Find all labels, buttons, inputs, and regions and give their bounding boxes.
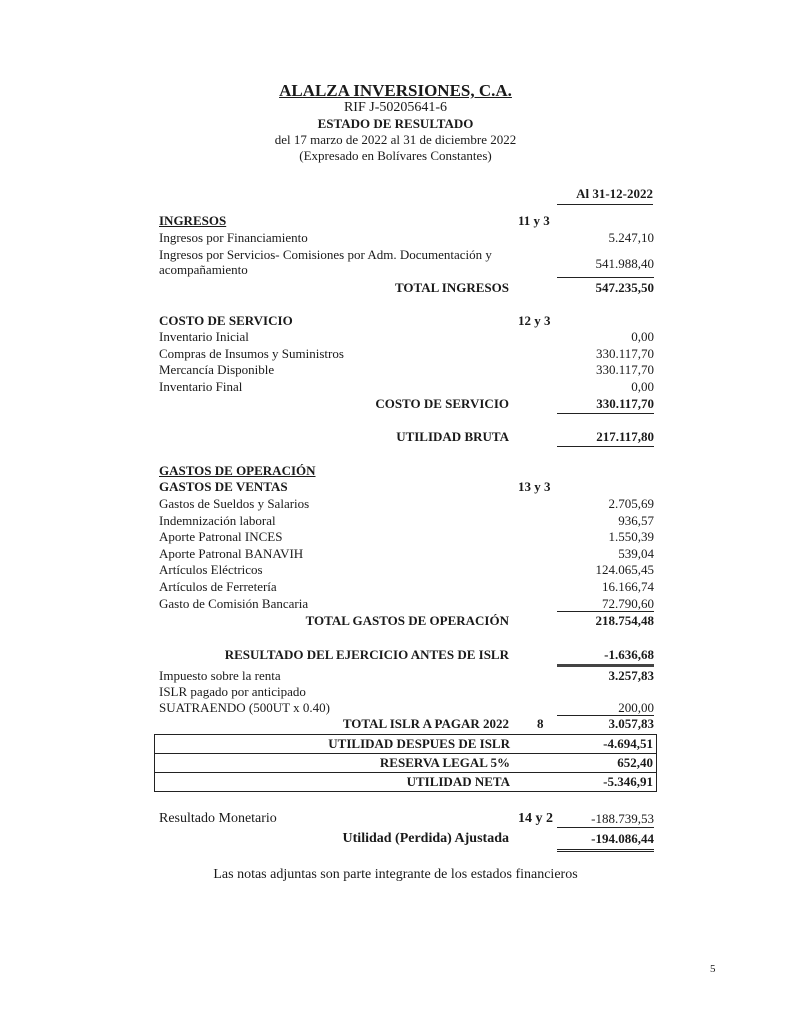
total-label: TOTAL INGRESOS — [394, 280, 509, 295]
line-value: 2.705,69 — [608, 496, 654, 511]
total-rule — [557, 413, 654, 414]
section-title: GASTOS DE OPERACIÓN — [159, 463, 316, 478]
line-item — [159, 684, 654, 700]
line-value: 5.247,10 — [608, 230, 654, 245]
box-label: RESERVA LEGAL 5% — [379, 755, 510, 770]
total-label: COSTO DE SERVICIO — [375, 396, 509, 411]
line-label: Impuesto sobre la renta — [159, 668, 281, 683]
line-label: Gasto de Comisión Bancaria — [159, 596, 309, 611]
statement-period: del 17 marzo de 2022 al 31 de diciembre 2022 — [274, 132, 517, 147]
total-label: TOTAL GASTOS DE OPERACIÓN — [305, 613, 509, 628]
line-label: Artículos Eléctricos — [159, 562, 263, 577]
line-label: Resultado Monetario — [159, 811, 277, 826]
note-ref: 11 y 3 — [518, 213, 550, 228]
line-value: 539,04 — [618, 546, 654, 561]
total-value: 547.235,50 — [595, 280, 654, 295]
line-value: 72.790,60 — [602, 596, 654, 611]
line-label: Gastos de Sueldos y Salarios — [159, 496, 310, 511]
total-label: RESULTADO DEL EJERCICIO ANTES DE ISLR — [224, 647, 509, 662]
section-title: COSTO DE SERVICIO — [159, 313, 293, 328]
footer-note: Las notas adjuntas son parte integrante de los estados financieros — [213, 867, 578, 882]
total-gastos-row — [159, 613, 654, 629]
line-item — [159, 496, 654, 512]
utilidad-bruta-row — [159, 429, 654, 445]
note-ref: 13 y 3 — [518, 479, 551, 494]
line-value: 330.117,70 — [595, 346, 654, 361]
utilidad-ajustada-row — [159, 831, 654, 847]
utilidad-neta-box — [154, 772, 657, 792]
box-value: -5.346,91 — [603, 774, 653, 789]
line-value: 16.166,74 — [602, 579, 654, 594]
line-label: Aporte Patronal INCES — [159, 529, 283, 544]
line-item — [159, 596, 654, 612]
line-value: 936,57 — [618, 513, 654, 528]
total-label: TOTAL ISLR A PAGAR 2022 — [342, 716, 509, 731]
reserva-legal-box — [154, 753, 657, 773]
line-label: Compras de Insumos y Suministros — [159, 346, 344, 361]
line-label: Ingresos por Financiamiento — [159, 230, 308, 245]
section-title: INGRESOS — [159, 213, 227, 228]
line-item — [159, 346, 654, 362]
section-costo-heading — [159, 313, 654, 329]
column-header: Al 31-12-2022 — [557, 186, 653, 205]
line-value: 1.550,39 — [608, 529, 654, 544]
line-label: Mercancía Disponible — [159, 362, 275, 377]
section-gastos-heading — [159, 463, 654, 479]
line-label: SUATRAENDO (500UT x 0.40) — [159, 700, 330, 715]
line-value: 541.988,40 — [595, 256, 654, 271]
total-label: Utilidad (Perdida) Ajustada — [342, 831, 509, 846]
total-value: 3.057,83 — [608, 716, 654, 731]
line-item — [159, 668, 654, 684]
note-ref: 14 y 2 — [518, 811, 553, 826]
total-value: -1.636,68 — [604, 647, 654, 662]
line-item — [159, 247, 654, 279]
line-label: Inventario Inicial — [159, 329, 249, 344]
line-value: 200,00 — [618, 700, 654, 715]
line-item — [159, 579, 654, 595]
subtotal-rule — [557, 277, 654, 278]
line-label: Ingresos por Servicios- Comisiones por Adm. Documentación y — [159, 247, 492, 262]
total-value: 330.117,70 — [596, 396, 654, 411]
double-rule — [557, 849, 654, 852]
total-islr-row — [159, 716, 654, 732]
rif-number: RIF J-50205641-6 — [343, 100, 448, 115]
line-label: Aporte Patronal BANAVIH — [159, 546, 304, 561]
total-rule — [557, 446, 654, 447]
note-ref: 8 — [537, 716, 544, 731]
line-item — [159, 700, 654, 716]
box-value: -4.694,51 — [603, 736, 653, 751]
note-ref: 12 y 3 — [518, 313, 551, 328]
line-item — [159, 529, 654, 545]
line-value: 3.257,83 — [608, 668, 654, 683]
line-value: 124.065,45 — [595, 562, 654, 577]
utilidad-despues-islr-box — [154, 734, 657, 754]
total-value: -194.086,44 — [591, 831, 654, 846]
line-label: ISLR pagado por anticipado — [159, 684, 306, 699]
line-item — [159, 546, 654, 562]
subtotal-rule — [557, 827, 654, 828]
line-value: 330.117,70 — [595, 362, 654, 377]
line-item — [159, 362, 654, 378]
resultado-monetario-row — [159, 811, 654, 827]
line-label-continued: acompañamiento — [159, 262, 248, 277]
line-item — [159, 230, 654, 246]
line-value: 0,00 — [631, 379, 654, 394]
total-value: 217.117,80 — [596, 429, 654, 444]
total-costo-row — [159, 396, 654, 412]
statement-title: ESTADO DE RESULTADO — [317, 116, 474, 131]
line-value: 0,00 — [631, 329, 654, 344]
resultado-antes-islr-row — [159, 647, 654, 663]
total-value: 218.754,48 — [595, 613, 654, 628]
line-item — [159, 513, 654, 529]
company-name: ALALZA INVERSIONES, C.A. — [279, 81, 512, 100]
currency-note: (Expresado en Bolívares Constantes) — [299, 148, 492, 163]
section-ventas-heading — [159, 479, 654, 495]
box-label: UTILIDAD NETA — [406, 774, 510, 789]
line-label: Artículos de Ferretería — [159, 579, 277, 594]
line-value: -188.739,53 — [591, 811, 654, 826]
line-item — [159, 379, 654, 395]
line-item — [159, 562, 654, 578]
section-subtitle: GASTOS DE VENTAS — [159, 479, 288, 494]
total-ingresos-row — [159, 280, 654, 296]
box-label: UTILIDAD DESPUES DE ISLR — [328, 736, 510, 751]
line-item — [159, 329, 654, 345]
total-label: UTILIDAD BRUTA — [396, 429, 509, 444]
page-number: 5 — [710, 963, 716, 975]
box-value: 652,40 — [617, 755, 653, 770]
subtotal-rule — [557, 611, 654, 612]
section-ingresos-heading — [159, 213, 654, 229]
thick-rule — [557, 664, 654, 667]
line-label: Inventario Final — [159, 379, 243, 394]
line-label: Indemnización laboral — [159, 513, 276, 528]
